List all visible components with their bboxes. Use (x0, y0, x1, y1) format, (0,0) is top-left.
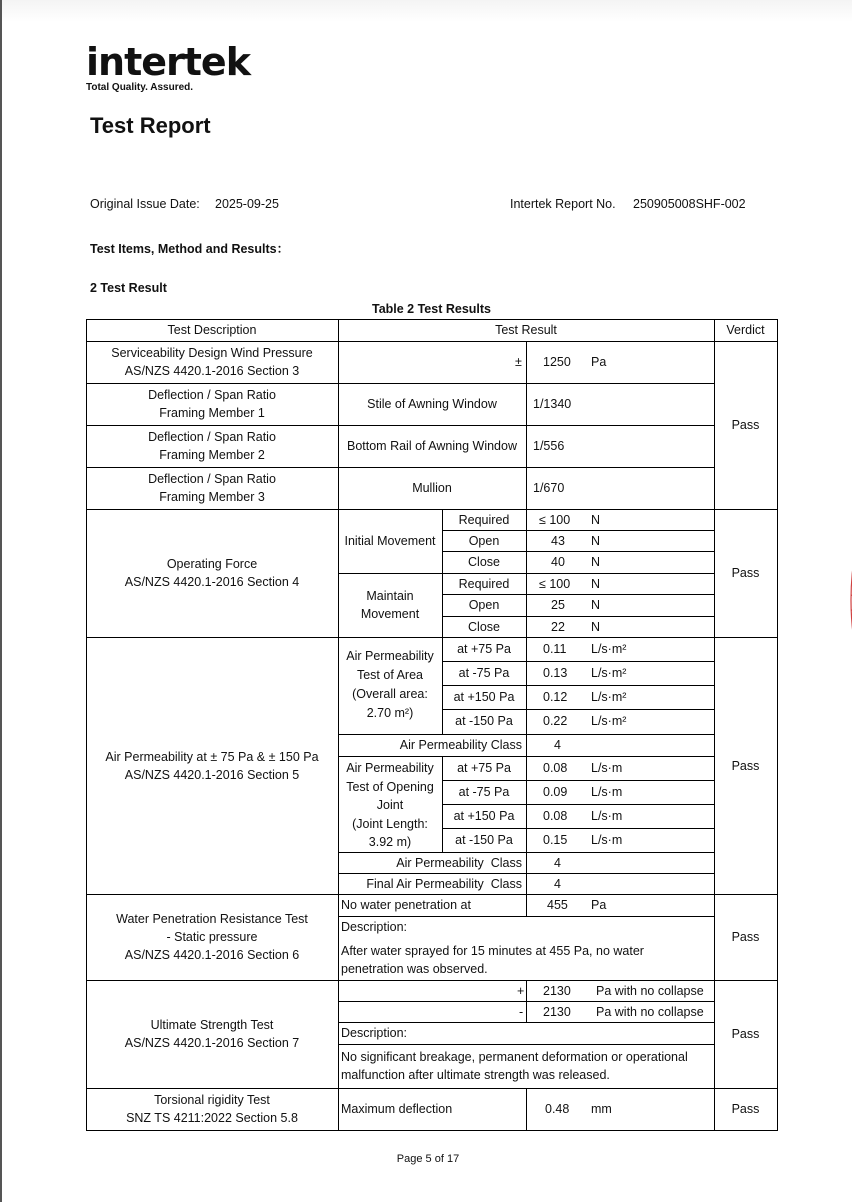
water-desc-label: Description: (341, 920, 407, 934)
operating-desc: Operating Force AS/NZS 4420.1-2016 Section 4 (124, 557, 300, 589)
deflection-2-desc: Deflection / Span Ratio Framing Member 2 (148, 430, 276, 462)
air-joint-row-value: 0.08 (543, 809, 568, 823)
air-final-class-value: 4 (554, 877, 561, 891)
air-joint-class-value: 4 (554, 856, 561, 870)
air-area-class-label: Air Permeability Class (399, 738, 522, 752)
deflection-2-ratio: 1/556 (533, 439, 565, 453)
deflection-1-desc: Deflection / Span Ratio Framing Member 1 (148, 388, 276, 420)
header-verdict: Verdict (726, 323, 765, 337)
water-label: No water penetration at (341, 898, 471, 912)
air-final-class-label: Final Air Permeability Class (366, 877, 522, 891)
verdict-operating: Pass (731, 566, 760, 580)
air-area-row-value: 0.12 (543, 690, 568, 704)
wind-sign: ± (515, 355, 522, 369)
ultimate-sign: - (519, 1005, 524, 1019)
air-joint-row-label: at +75 Pa (457, 761, 511, 775)
page-number: Page 5 of 17 (396, 1153, 460, 1165)
ultimate-value: 2130 (543, 1005, 571, 1019)
deflection-1-member: Stile of Awning Window (367, 397, 497, 411)
op-init-label: Required (458, 513, 510, 527)
air-joint-row-unit: L/s·m (591, 785, 623, 799)
logo-wordmark: intertek (86, 40, 250, 84)
op-maint-value: 25 (551, 598, 565, 612)
air-joint-row-unit: L/s·m (591, 761, 623, 775)
air-area-row-label: at +75 Pa (457, 642, 511, 656)
op-init-unit: N (591, 513, 601, 527)
torsional-desc: Torsional rigidity Test SNZ TS 4211:2022 Section 5.8 (126, 1093, 298, 1125)
verdict-air: Pass (731, 759, 760, 773)
torsional-unit: mm (591, 1102, 612, 1116)
air-joint-row-label: at -150 Pa (455, 833, 513, 847)
air-area-row-value: 0.22 (543, 714, 568, 728)
op-maint-value: 22 (551, 620, 565, 634)
ultimate-value: 2130 (543, 984, 571, 998)
ultimate-unit: Pa with no collapse (596, 1005, 704, 1019)
result-heading: 2 Test Result (90, 281, 167, 295)
ultimate-desc: Ultimate Strength Test AS/NZS 4420.1-2016 Section 7 (124, 1018, 300, 1050)
ultimate-sign: + (517, 984, 525, 998)
water-description: After water sprayed for 15 minutes at 455 Pa, no water penetration was observed. (341, 944, 644, 976)
table-caption: Table 2 Test Results (371, 302, 492, 316)
op-init-unit: N (591, 534, 601, 548)
op-init-label: Close (468, 555, 500, 569)
op-init-label: Open (468, 534, 500, 548)
torsional-value: 0.48 (545, 1102, 570, 1116)
verdict-group1: Pass (731, 418, 760, 432)
op-init-value: ≤ 100 (539, 513, 571, 527)
items-heading: Test Items, Method and Results： (90, 242, 290, 256)
air-desc: Air Permeability at ± 75 Pa & ± 150 Pa AS/NZS 4420.1-2016 Section 5 (105, 750, 319, 782)
air-joint-row-label: at +150 Pa (453, 809, 515, 823)
op-init-value: 43 (551, 534, 565, 548)
report-no-value: 250905008SHF-002 (633, 197, 746, 211)
air-joint-row-unit: L/s·m (591, 809, 623, 823)
header-result: Test Result (495, 323, 557, 337)
op-maint-label: Required (458, 577, 510, 591)
issue-date-label: Original Issue Date: (90, 197, 200, 211)
deflection-3-ratio: 1/670 (533, 481, 565, 495)
header-description: Test Description (167, 323, 257, 337)
op-maint-unit: N (591, 598, 601, 612)
verdict-ultimate: Pass (731, 1027, 760, 1041)
logo-tagline: Total Quality. Assured. (86, 82, 194, 93)
water-unit: Pa (591, 898, 607, 912)
air-area-row-label: at -75 Pa (458, 666, 510, 680)
air-area-row-unit: L/s·m² (591, 666, 627, 680)
air-area-row-value: 0.11 (543, 642, 567, 656)
air-joint-row-value: 0.08 (543, 761, 568, 775)
water-value: 455 (547, 898, 568, 912)
wind-unit: Pa (591, 355, 607, 369)
air-area-row-value: 0.13 (543, 666, 568, 680)
issue-date-value: 2025-09-25 (215, 197, 279, 211)
report-no-label: Intertek Report No. (510, 197, 616, 211)
deflection-1-ratio: 1/1340 (533, 397, 572, 411)
op-maint-unit: N (591, 620, 601, 634)
air-joint-row-label: at -75 Pa (458, 785, 510, 799)
air-joint-row-value: 0.15 (543, 833, 568, 847)
deflection-3-member: Mullion (412, 481, 452, 495)
op-maint-label: Close (468, 620, 500, 634)
maintain-movement-label: Maintain Movement (360, 589, 420, 621)
torsional-label: Maximum deflection (341, 1102, 453, 1116)
deflection-2-member: Bottom Rail of Awning Window (347, 439, 517, 453)
air-joint-row-unit: L/s·m (591, 833, 623, 847)
verdict-torsional: Pass (731, 1102, 760, 1116)
op-init-unit: N (591, 555, 601, 569)
air-joint-class-label: Air Permeability Class (396, 856, 522, 870)
page-title: Test Report (90, 113, 211, 138)
ultimate-desc-label: Description: (341, 1026, 407, 1040)
air-area-row-unit: L/s·m² (591, 690, 627, 704)
op-maint-label: Open (468, 598, 500, 612)
ultimate-unit: Pa with no collapse (596, 984, 704, 998)
op-init-value: 40 (551, 555, 565, 569)
air-area-row-label: at -150 Pa (455, 714, 513, 728)
seal-stamp-icon (844, 545, 852, 655)
intertek-logo (86, 40, 250, 93)
deflection-3-desc: Deflection / Span Ratio Framing Member 3 (148, 472, 276, 504)
air-area-row-unit: L/s·m² (591, 642, 627, 656)
op-maint-value: ≤ 100 (539, 577, 571, 591)
verdict-water: Pass (731, 930, 760, 944)
air-joint-label: Air Permeability Test of Opening Joint (Joint Length: 3.92 m) (346, 761, 434, 849)
air-area-label: Air Permeability Test of Area (Overall area: 2.70 m²) (346, 649, 434, 720)
ultimate-description: No significant breakage, permanent deformation or operational malfunction after ultimate strength was released. (341, 1050, 688, 1082)
op-maint-unit: N (591, 577, 601, 591)
air-area-class-value: 4 (554, 738, 561, 752)
wind-value: 1250 (543, 355, 571, 369)
air-area-row-label: at +150 Pa (453, 690, 515, 704)
viewer-top-shade (2, 0, 852, 22)
air-area-row-unit: L/s·m² (591, 714, 627, 728)
wind-desc: Serviceability Design Wind Pressure AS/NZS 4420.1-2016 Section 3 (111, 346, 313, 378)
air-joint-row-value: 0.09 (543, 785, 568, 799)
water-desc: Water Penetration Resistance Test - Static pressure AS/NZS 4420.1-2016 Section 6 (116, 912, 308, 962)
initial-movement-label: Initial Movement (344, 534, 436, 548)
